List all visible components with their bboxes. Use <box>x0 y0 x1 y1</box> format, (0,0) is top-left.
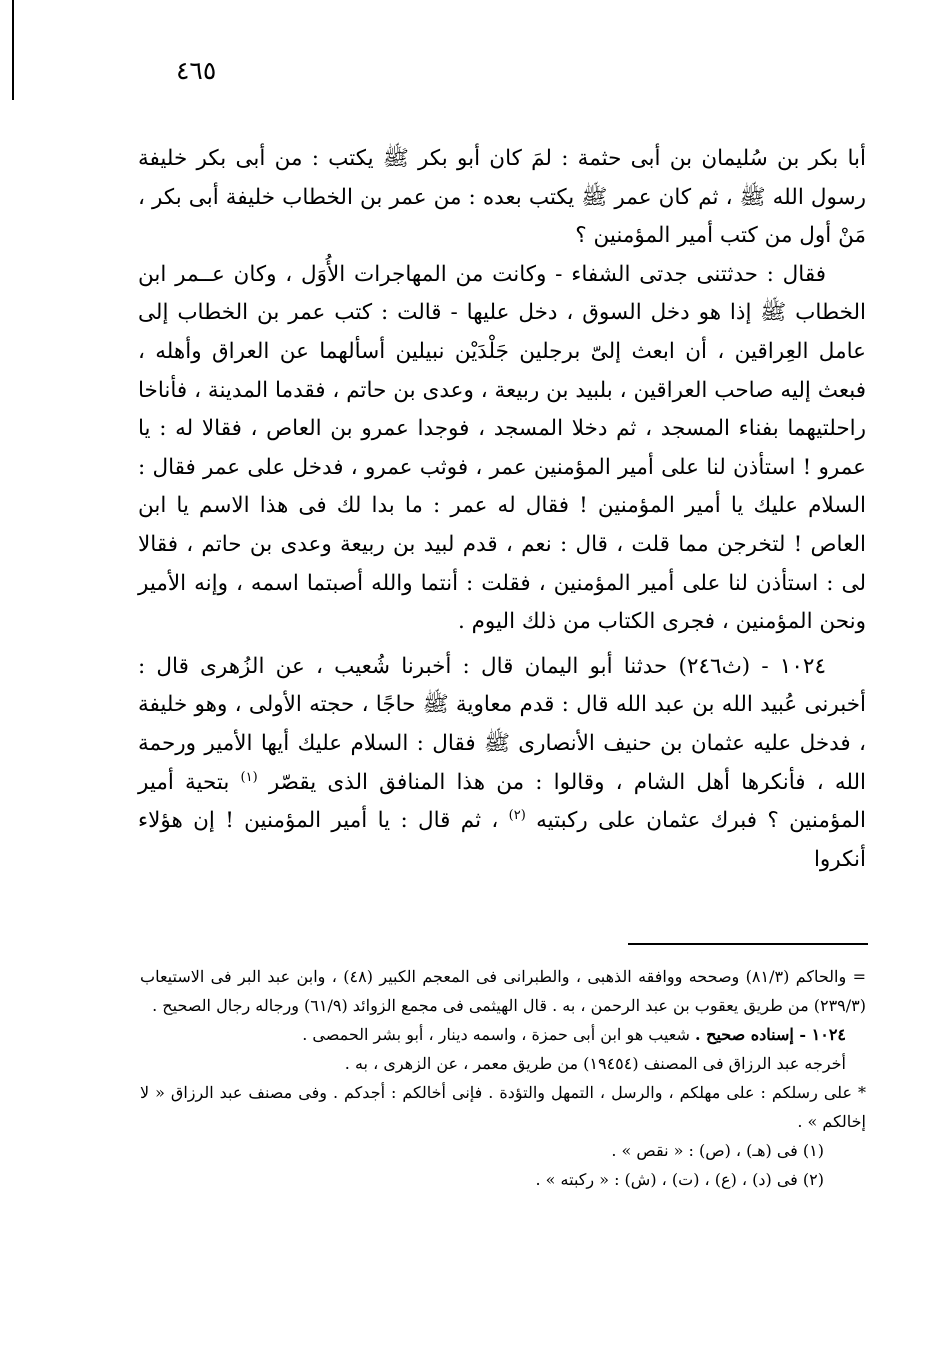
hadith-1024-part-1: ١٠٢٤ - (ث٢٤٦) حدثنا أبو اليمان قال : أخبرنا شُعيب ، عن الزُهرى قال : أخبرنى عُبيد الله بن عبد الله قال : قدم معاوية ﷺ حاجًا ، حجته الأولى ، وهو خليفة ، فدخل عليه عثمان بن حنيف الأنصارى ﷺ فقال : السلام عليك أيها الأمير ورحمة الله ، فأنكرها أهل الشام ، وقالوا : من هذا المنافق الذى يقصّر <box>138 653 866 795</box>
hadith-1024-part-2: بتحية أمير المؤمنين ؟ فبرك عثمان على ركبتيه <box>138 769 866 834</box>
footnote-star-note: * على رسلكم : على مهلكم ، والرسل ، التمهل والتؤدة . فإنى أخالكم : أجدكم . وفى مصنف عبد الرزاق « لا إخالكم » . <box>140 1083 866 1131</box>
footnote-divider <box>628 943 868 945</box>
footnote-1: (١) فى (هـ) ، (ص) : « نقص » . <box>611 1141 824 1160</box>
paragraph-2: فقال : حدثتنى جدتى الشفاء - وكانت من المهاجرات الأُوَل ، وكان عــمر ابن الخطاب ﷺ إذا هو دخل السوق ، دخل عليها - قالت : كتب عمر بن الخطاب إلى عامل العِراقين ، أن ابعث إلىّ برجلين جَلْدَيْن نبيلين أسألهما عن العراق وأهله ، فبعث إليه صاحب العراقين ، بلبيد بن ربيعة ، وعدى بن حاتم ، فقدما المدينة ، فأناخا راحلتيهما بفناء المسجد ، ثم دخلا المسجد ، فوجدا عمرو بن العاص ، فقالا له : يا عمرو ! استأذن لنا على أمير المؤمنين عمر ، فوثب عمرو ، فدخل على عمر فقال : السلام عليك يا أمير المؤمنين ! فقال له عمر : ما بدا لك فى هذا الاسم يا ابن العاص ! لتخرجن مما قلت ، قال : نعم ، قدم لبيد بن ربيعة وعدى بن حاتم ، فقالا لى : استأذن لنا على أمير المؤمنين ، فقلت : أنتما والله أصبتما اسمه ، وإنه الأمير ونحن المؤمنين ، فجرى الكتاب من ذلك اليوم . <box>138 261 866 635</box>
footnote-2: (٢) فى (د) ، (ع) ، (ت) ، (ش) : « ركبته » . <box>535 1170 824 1189</box>
footnote-continuation: = والحاكم (٨١/٣) وصححه ووافقه الذهبى ، والطبرانى فى المعجم الكبير (٤٨) ، وابن عبد البر فى الاستيعاب (٢٣٩/٣) من طريق يعقوب بن عبد الرحمن ، به . قال الهيثمى فى مجمع الزوائد (٦١/٩) ورجاله رجال الصحيح . <box>140 967 866 1015</box>
footnote-1024-takhrij: أخرجه عبد الرزاق فى المصنف (١٩٤٥٤) من طريق معمر ، عن الزهرى ، به . <box>344 1054 846 1073</box>
footnote-1024-label: ١٠٢٤ - إسناده صحيح . <box>695 1025 846 1044</box>
footnotes <box>140 962 866 1194</box>
footnote-1024-text: شعيب هو ابن أبى حمزة ، واسمه دينار ، أبو بشر الحمصى . <box>302 1025 690 1044</box>
main-text <box>138 140 866 879</box>
margin-line <box>12 0 14 100</box>
page-number: ٤٦٥ <box>176 56 217 85</box>
hadith-1024 <box>138 648 866 880</box>
hadith-1024-part-3: ، ثم قال : يا أمير المؤمنين ! إن هؤلاء أنكروا <box>138 808 866 872</box>
paragraph-1: أبا بكر بن سُليمان بن أبى حثمة : لمَ كان أبو بكر ﷺ يكتب : من أبى بكر خليفة رسول الله ﷺ ، ثم كان عمر ﷺ يكتب بعده : من عمر بن الخطاب خليفة أبى بكر ، مَنْ أول من كتب أمير المؤمنين ؟ <box>138 146 866 249</box>
footnote-ref-1: (١) <box>240 769 258 785</box>
footnote-1024 <box>140 1020 866 1049</box>
footnote-ref-2: (٢) <box>508 807 526 823</box>
